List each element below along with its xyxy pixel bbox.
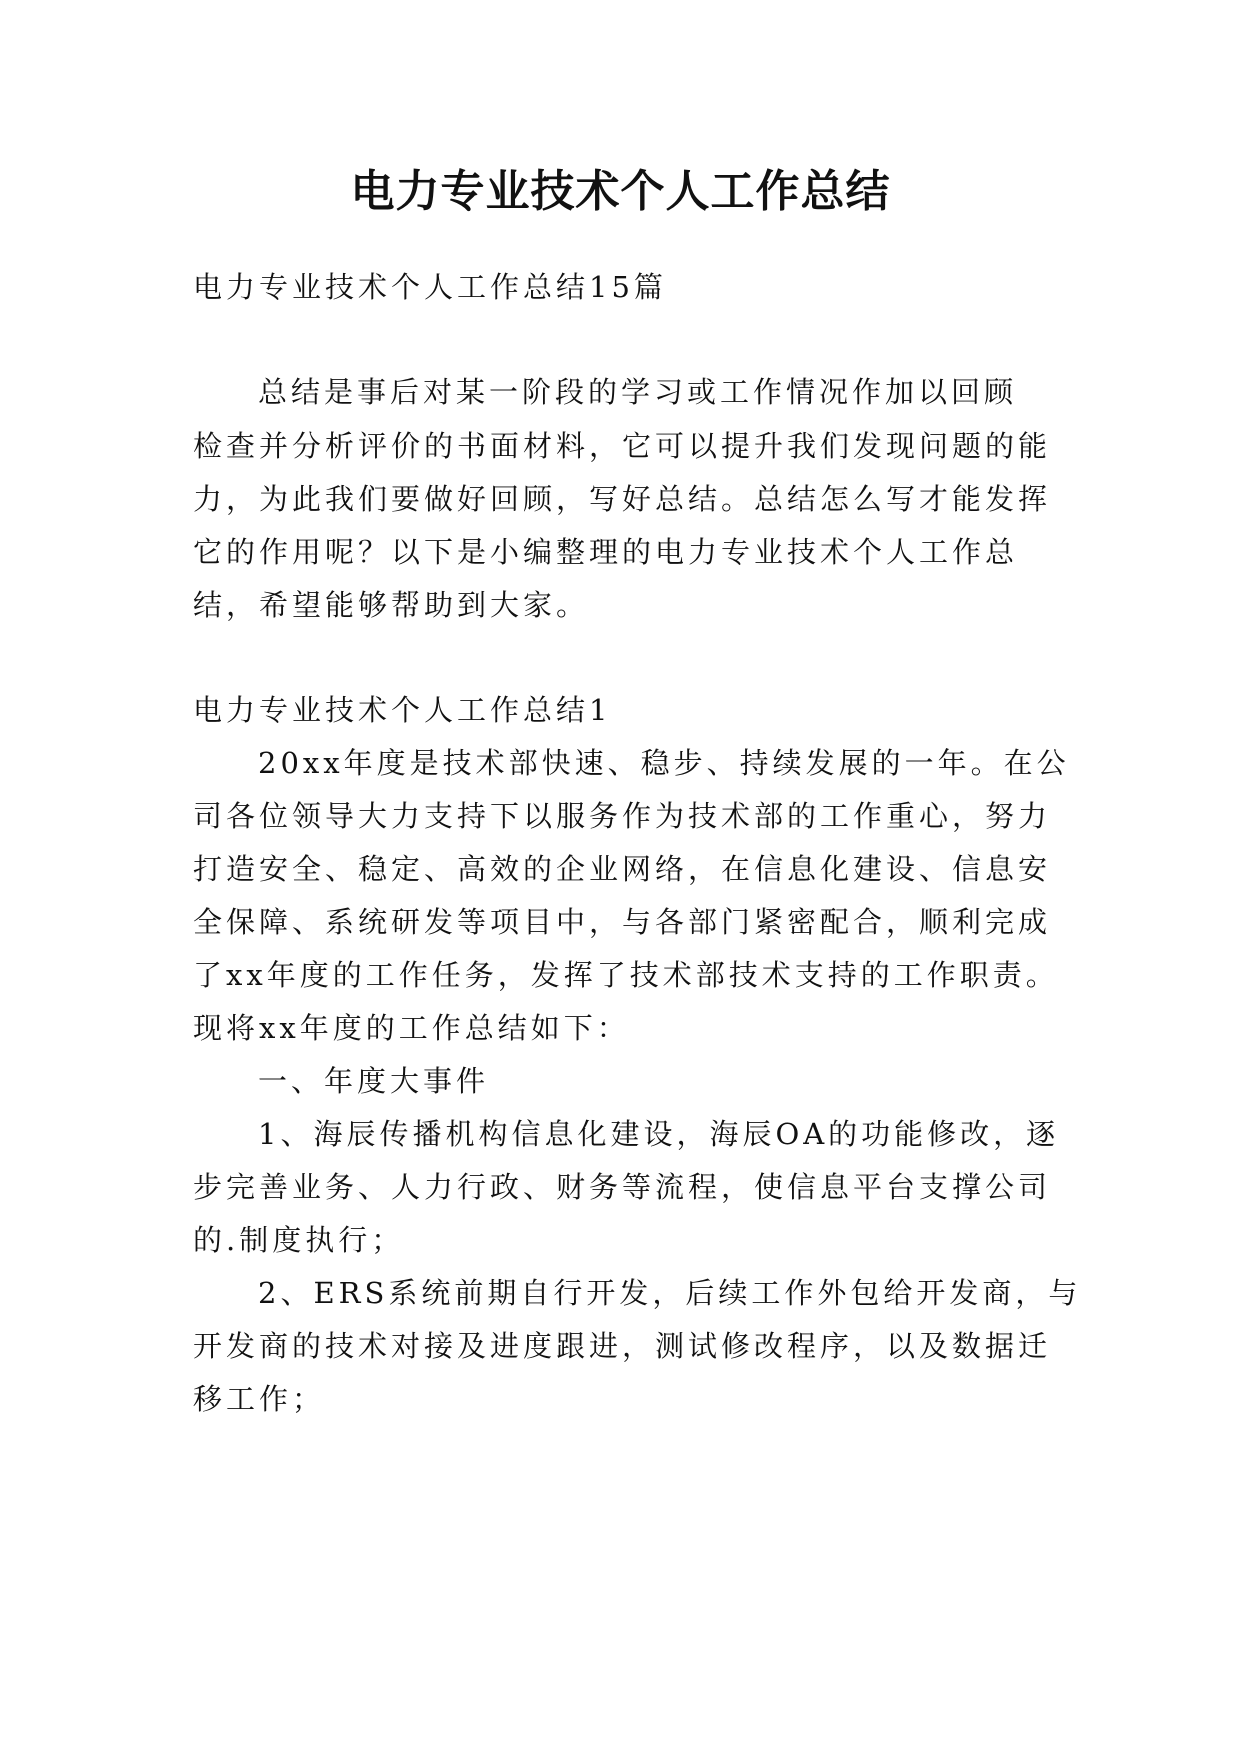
body-line: 20xx年度是技术部快速、稳步、持续发展的一年。在公 <box>258 746 1070 780</box>
intro-line: 它的作用呢？以下是小编整理的电力专业技术个人工作总 <box>193 535 1019 569</box>
list-heading: 一、年度大事件 <box>258 1064 490 1098</box>
body-line: 现将xx年度的工作总结如下： <box>193 1011 630 1045</box>
body-line: 司各位领导大力支持下以服务作为技术部的工作重心，努力 <box>193 799 1052 833</box>
body-line: 移工作； <box>193 1382 326 1416</box>
intro-line: 总结是事后对某一阶段的学习或工作情况作加以回顾 <box>258 375 1018 409</box>
document-subtitle: 电力专业技术个人工作总结15篇 <box>193 270 667 304</box>
intro-line: 结，希望能够帮助到大家。 <box>193 588 590 622</box>
body-line: 步完善业务、人力行政、财务等流程，使信息平台支撑公司 <box>193 1170 1052 1204</box>
body-line: 1、海辰传播机构信息化建设，海辰OA的功能修改，逐 <box>258 1117 1060 1151</box>
intro-line: 力，为此我们要做好回顾，写好总结。总结怎么写才能发挥 <box>193 482 1052 516</box>
body-line: 打造安全、稳定、高效的企业网络，在信息化建设、信息安 <box>193 852 1052 886</box>
body-line: 开发商的技术对接及进度跟进，测试修改程序，以及数据迁 <box>193 1329 1052 1363</box>
document-title: 电力专业技术个人工作总结 <box>350 166 891 217</box>
body-line: 全保障、系统研发等项目中，与各部门紧密配合，顺利完成 <box>193 905 1052 939</box>
body-line: 的.制度执行； <box>193 1223 405 1257</box>
body-line: 2、ERS系统前期自行开发，后续工作外包给开发商，与 <box>258 1276 1082 1310</box>
section-heading: 电力专业技术个人工作总结1 <box>193 693 612 727</box>
intro-line: 检查并分析评价的书面材料，它可以提升我们发现问题的能 <box>193 429 1052 463</box>
body-line: 了xx年度的工作任务，发挥了技术部技术支持的工作职责。 <box>193 958 1059 992</box>
